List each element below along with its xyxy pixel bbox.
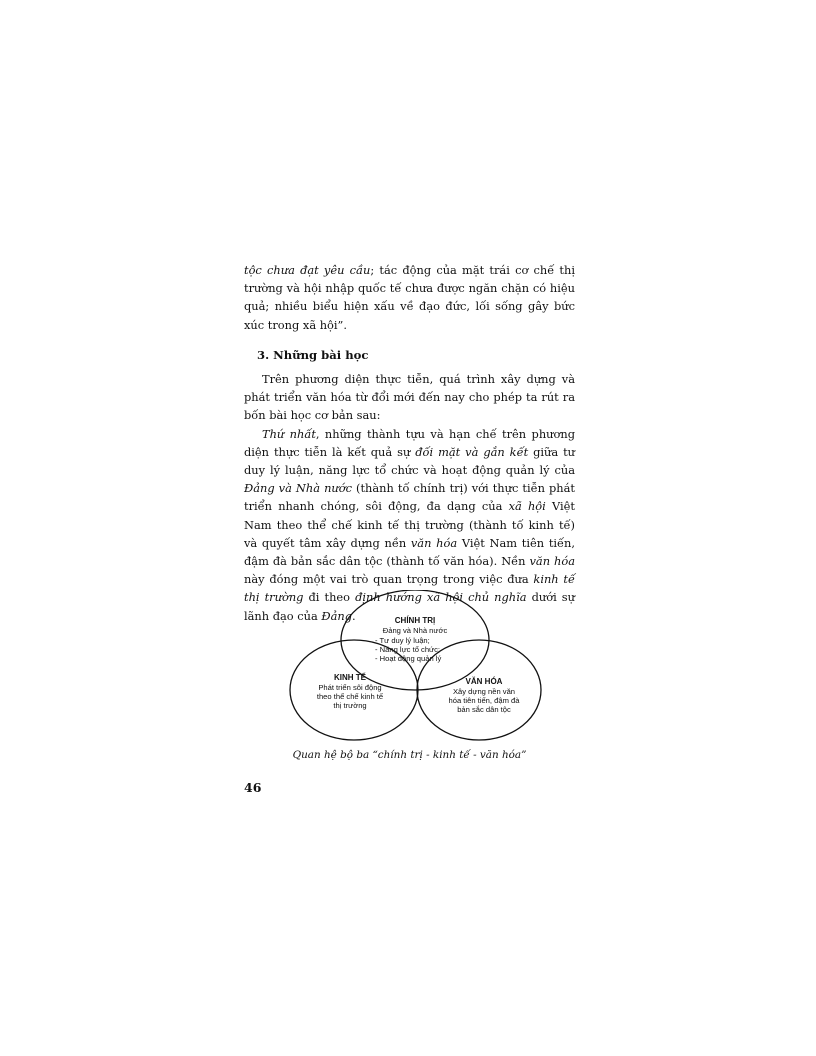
page-number: 46 [244, 780, 262, 795]
emphasis-text: đối mặt và gắn kết [415, 444, 529, 459]
paragraph-text: (thành tố chính trị) với thực tiễn phát triển nhanh chóng, sôi động, đa dạng của [244, 481, 575, 514]
economy-title: KINH TẾ [334, 673, 366, 682]
paragraph-text: ; tác động của mặt trái cơ chế thị trường và hội nhập quốc tế chưa được ngăn chặn có hiệu quả; nhiều biểu hiện xấu về đạo đức, lối sống gây bức xúc trong xã hội”. [244, 263, 575, 332]
politics-item: - Năng lực tổ chức; [375, 645, 441, 654]
paragraph-2: Trên phương diện thực tiễn, quá trình xây dựng và phát triển văn hóa từ đổi mới đến nay cho phép ta rút ra bốn bài học cơ bản sau: [244, 372, 575, 423]
emphasis-text: tộc chưa đạt yêu cầu [244, 263, 371, 277]
culture-line: hóa tiên tiến, đậm đà [448, 696, 520, 705]
caption-text: “chính trị - kinh tế - văn hóa” [372, 749, 527, 761]
paragraph-text: , những thành tựu và hạn chế trên phương diện thực tiễn là kết quả sự [244, 426, 575, 459]
culture-line: Xây dựng nền văn [452, 687, 516, 696]
paragraph-text: này đóng một vai trò quan trọng trong việc đưa [244, 572, 534, 587]
politics-subtitle: Đảng và Nhà nước [382, 626, 448, 635]
paragraph-text: dưới sự lãnh đạo của [244, 590, 575, 623]
paragraph-1 [244, 261, 575, 334]
paragraph-text: Việt Nam theo thể chế kinh tế thị trường (thành tố kinh tế) và quyết tâm xây dựng nền [244, 499, 575, 550]
economy-line: Phát triển sôi động [318, 683, 382, 692]
emphasis-text: Thứ nhất [262, 426, 316, 441]
emphasis-text: kinh tế thị trường [244, 572, 575, 605]
paragraph-text: giữa tư duy lý luận, năng lực tổ chức và hoạt động quản lý của [244, 444, 575, 478]
section-heading: 3. Những bài học [257, 347, 369, 362]
paragraph-text: đi theo [303, 590, 356, 605]
venn-diagram [288, 590, 548, 750]
politics-item: - Hoạt động quản lý [375, 654, 442, 663]
politics-title: CHÍNH TRỊ [394, 616, 436, 625]
emphasis-text: Đảng [321, 608, 353, 623]
economy-line: theo thể chế kinh tế [316, 692, 384, 701]
emphasis-text: văn hóa [410, 535, 458, 550]
culture-title: VĂN HÓA [465, 677, 503, 686]
emphasis-text: Đảng và Nhà nước [244, 481, 352, 496]
emphasis-text: văn hóa [529, 554, 575, 569]
paragraph-text: Việt Nam tiên tiến, đậm đà bản sắc dân tộc (thành tố văn hóa). Nền [244, 535, 575, 569]
culture-line: bản sắc dân tộc [457, 705, 511, 714]
paragraph-text: . [352, 608, 356, 623]
figure-caption [244, 749, 575, 761]
caption-text: Quan hệ bộ ba [292, 749, 373, 761]
emphasis-text: định hướng xã hội chủ nghĩa [355, 590, 527, 605]
economy-line: thị trường [333, 701, 367, 710]
emphasis-text: xã hội [508, 499, 546, 514]
body-text [244, 261, 575, 625]
politics-item: - Tư duy lý luận; [375, 636, 430, 645]
